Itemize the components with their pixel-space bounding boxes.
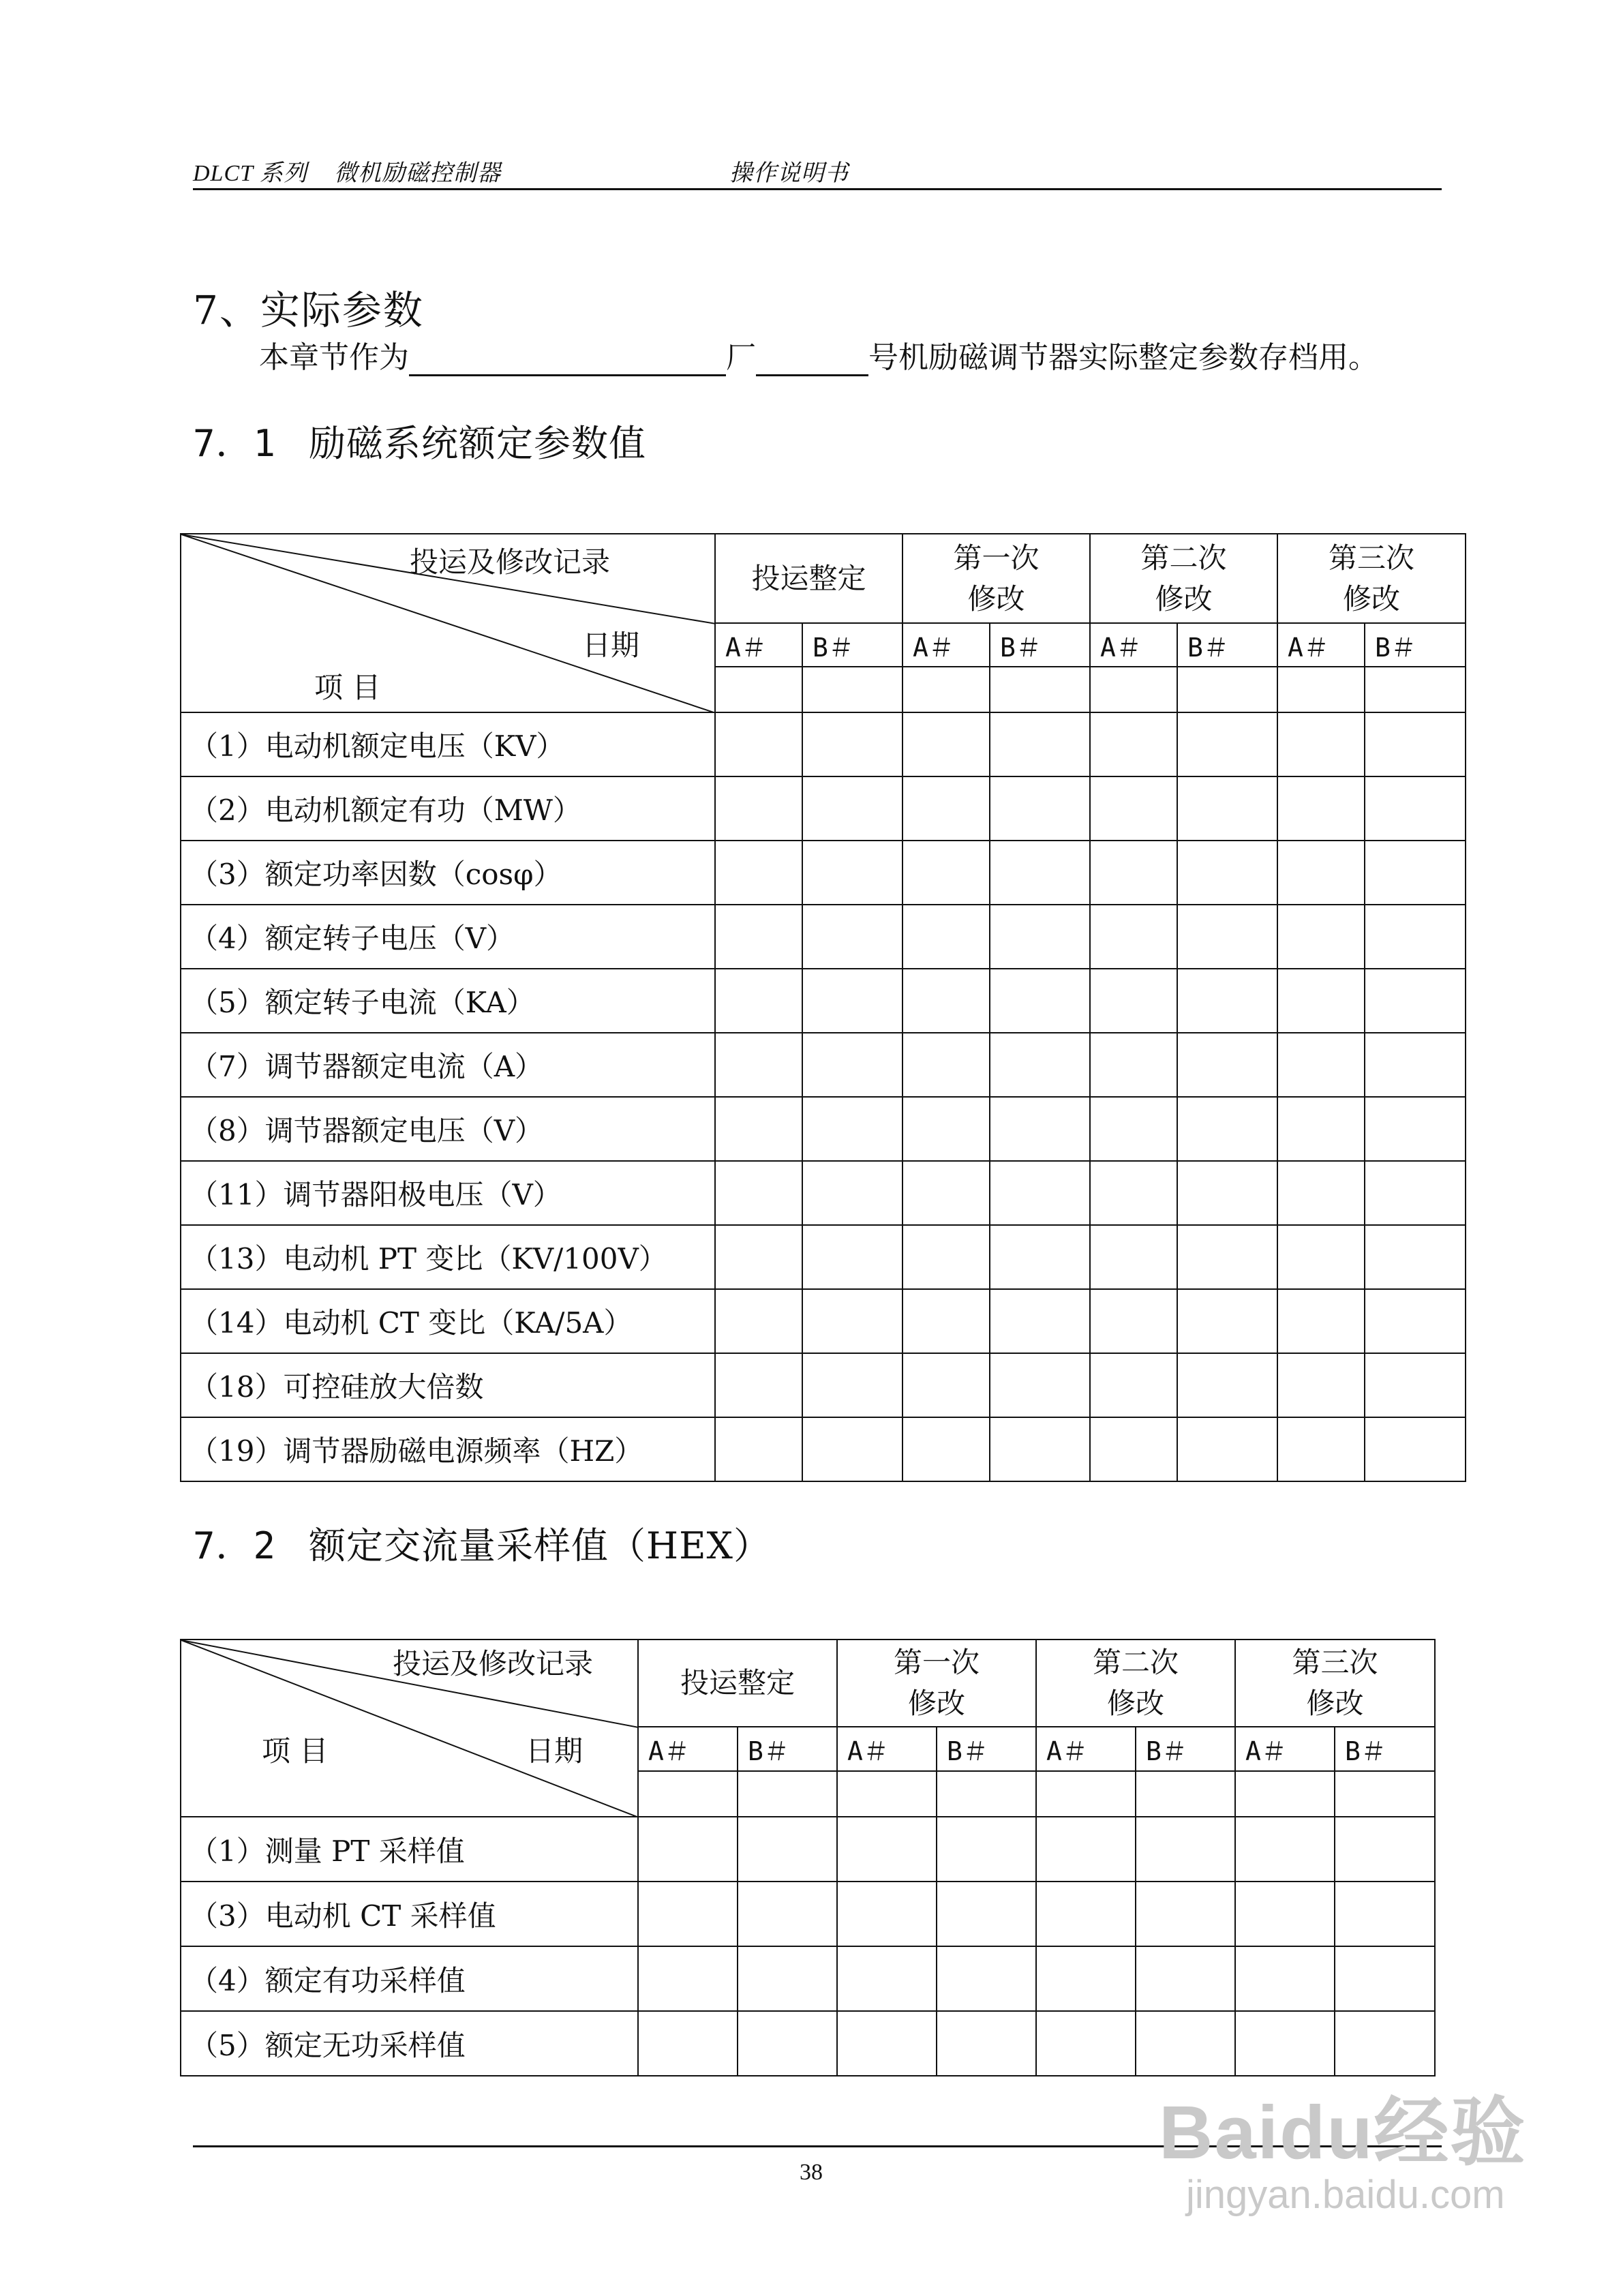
entry-cell bbox=[1136, 1946, 1235, 2011]
entry-cell bbox=[1177, 1417, 1277, 1481]
row-item-label: （18）可控硅放大倍数 bbox=[181, 1353, 715, 1417]
row-item-label: （3）电动机 CT 采样值 bbox=[181, 1882, 638, 1946]
entry-cell bbox=[1365, 712, 1466, 776]
entry-cell bbox=[715, 969, 802, 1033]
entry-cell bbox=[802, 1289, 902, 1353]
intro-factory: 厂 bbox=[726, 340, 756, 375]
table-row bbox=[181, 1817, 1435, 1882]
blank-cell bbox=[1036, 1771, 1136, 1817]
col-b-label: B＃ bbox=[1365, 623, 1466, 667]
header-doc-type: 操作说明书 bbox=[729, 161, 849, 186]
blank-cell bbox=[1335, 1771, 1435, 1817]
commission-header: 投运整定 bbox=[638, 1640, 837, 1727]
entry-cell bbox=[715, 1353, 802, 1417]
col-a-label: A＃ bbox=[638, 1727, 738, 1771]
entry-cell bbox=[638, 2011, 738, 2076]
entry-cell bbox=[1365, 1417, 1466, 1481]
subsection-heading-2 bbox=[193, 1517, 771, 1569]
entry-cell bbox=[638, 1946, 738, 2011]
entry-cell bbox=[1177, 841, 1277, 905]
row-item-label: （4）额定转子电压（V） bbox=[181, 905, 715, 969]
entry-cell bbox=[1136, 1817, 1235, 1882]
entry-cell bbox=[1177, 1353, 1277, 1417]
entry-cell bbox=[1365, 1225, 1466, 1289]
baidu-watermark bbox=[1159, 2072, 1527, 2218]
entry-cell bbox=[1177, 1033, 1277, 1097]
entry-cell bbox=[837, 2011, 937, 2076]
entry-cell bbox=[1090, 1289, 1177, 1353]
entry-cell bbox=[1235, 1882, 1335, 1946]
entry-cell bbox=[1036, 1882, 1136, 1946]
entry-cell bbox=[837, 1946, 937, 2011]
entry-cell bbox=[1136, 1882, 1235, 1946]
row-item-label: （1）测量 PT 采样值 bbox=[181, 1817, 638, 1882]
subsection-number-1: 7．1 bbox=[193, 422, 277, 465]
entry-cell bbox=[990, 905, 1090, 969]
blank-cell bbox=[1177, 667, 1277, 712]
table2-body bbox=[181, 1817, 1435, 2076]
entry-cell bbox=[1090, 1417, 1177, 1481]
ac-sampling-table bbox=[180, 1639, 1436, 2076]
row-item-label: （4）额定有功采样值 bbox=[181, 1946, 638, 2011]
item-label: 项 目 bbox=[314, 671, 381, 704]
col-a-label: A＃ bbox=[1036, 1727, 1136, 1771]
entry-cell bbox=[902, 1161, 990, 1225]
entry-cell bbox=[1036, 1946, 1136, 2011]
entry-cell bbox=[1277, 1033, 1365, 1097]
entry-cell bbox=[1177, 1161, 1277, 1225]
col-b-label: B＃ bbox=[1136, 1727, 1235, 1771]
row-item-label: （14）电动机 CT 变比（KA/5A） bbox=[181, 1289, 715, 1353]
entry-cell bbox=[1090, 1097, 1177, 1161]
entry-cell bbox=[1365, 1161, 1466, 1225]
entry-cell bbox=[1365, 1097, 1466, 1161]
entry-cell bbox=[1177, 776, 1277, 841]
table-row bbox=[181, 841, 1466, 905]
entry-cell bbox=[715, 1225, 802, 1289]
row-item-label: （7）调节器额定电流（A） bbox=[181, 1033, 715, 1097]
table-row bbox=[181, 2011, 1435, 2076]
entry-cell bbox=[990, 1353, 1090, 1417]
entry-cell bbox=[1277, 969, 1365, 1033]
entry-cell bbox=[1277, 712, 1365, 776]
col-a-label: A＃ bbox=[837, 1727, 937, 1771]
table-row bbox=[181, 1289, 1466, 1353]
entry-cell bbox=[715, 1289, 802, 1353]
item-label: 项 目 bbox=[262, 1734, 329, 1768]
entry-cell bbox=[990, 1033, 1090, 1097]
entry-cell bbox=[902, 1417, 990, 1481]
table2-corner-header bbox=[181, 1640, 638, 1817]
entry-cell bbox=[715, 1417, 802, 1481]
record-label: 投运及修改记录 bbox=[393, 1647, 594, 1680]
entry-cell bbox=[1177, 1289, 1277, 1353]
entry-cell bbox=[802, 712, 902, 776]
entry-cell bbox=[1090, 712, 1177, 776]
row-item-label: （11）调节器阳极电压（V） bbox=[181, 1161, 715, 1225]
entry-cell bbox=[1277, 841, 1365, 905]
entry-cell bbox=[990, 1225, 1090, 1289]
col-b-label: B＃ bbox=[1335, 1727, 1435, 1771]
entry-cell bbox=[1335, 2011, 1435, 2076]
entry-cell bbox=[1277, 1353, 1365, 1417]
watermark-brand: Baidu经验 bbox=[1159, 2091, 1527, 2175]
entry-cell bbox=[802, 1417, 902, 1481]
entry-cell bbox=[1235, 1946, 1335, 2011]
entry-cell bbox=[802, 776, 902, 841]
entry-cell bbox=[902, 1033, 990, 1097]
first-modify-header: 第一次 修改 bbox=[902, 534, 1090, 623]
table-row bbox=[181, 1417, 1466, 1481]
col-a-label: A＃ bbox=[1277, 623, 1365, 667]
entry-cell bbox=[1277, 905, 1365, 969]
entry-cell bbox=[802, 841, 902, 905]
blank-cell bbox=[1090, 667, 1177, 712]
row-item-label: （13）电动机 PT 变比（KV/100V） bbox=[181, 1225, 715, 1289]
blank-cell bbox=[1235, 1771, 1335, 1817]
entry-cell bbox=[902, 1225, 990, 1289]
entry-cell bbox=[1335, 1946, 1435, 2011]
blank-cell bbox=[802, 667, 902, 712]
col-b-label: B＃ bbox=[738, 1727, 837, 1771]
watermark-url: jingyan.baidu.com bbox=[1186, 2173, 1505, 2217]
section-title: 7、实际参数 bbox=[193, 287, 424, 333]
entry-cell bbox=[990, 841, 1090, 905]
col-a-label: A＃ bbox=[902, 623, 990, 667]
entry-cell bbox=[1090, 1225, 1177, 1289]
subsection-title-2: 额定交流量采样值（HEX） bbox=[309, 1524, 771, 1567]
entry-cell bbox=[990, 1417, 1090, 1481]
table-row bbox=[181, 905, 1466, 969]
entry-cell bbox=[638, 1817, 738, 1882]
entry-cell bbox=[715, 841, 802, 905]
entry-cell bbox=[715, 712, 802, 776]
entry-cell bbox=[638, 1882, 738, 1946]
blank-cell bbox=[1136, 1771, 1235, 1817]
entry-cell bbox=[1177, 1225, 1277, 1289]
entry-cell bbox=[1235, 2011, 1335, 2076]
blank-cell bbox=[937, 1771, 1036, 1817]
row-item-label: （5）额定无功采样值 bbox=[181, 2011, 638, 2076]
entry-cell bbox=[1277, 1417, 1365, 1481]
row-item-label: （8）调节器额定电压（V） bbox=[181, 1097, 715, 1161]
entry-cell bbox=[1136, 2011, 1235, 2076]
col-b-label: B＃ bbox=[990, 623, 1090, 667]
intro-suffix: 号机励磁调节器实际整定参数存档用。 bbox=[868, 340, 1378, 375]
entry-cell bbox=[937, 1817, 1036, 1882]
entry-cell bbox=[1177, 712, 1277, 776]
second-modify-header: 第二次 修改 bbox=[1090, 534, 1277, 623]
subsection-heading-1 bbox=[193, 414, 646, 467]
date-label: 日期 bbox=[526, 1734, 583, 1768]
entry-cell bbox=[937, 1882, 1036, 1946]
entry-cell bbox=[1365, 1353, 1466, 1417]
header-product: 微机励磁控制器 bbox=[334, 161, 501, 186]
third-modify-header: 第三次 修改 bbox=[1277, 534, 1466, 623]
entry-cell bbox=[902, 841, 990, 905]
col-a-label: A＃ bbox=[715, 623, 802, 667]
entry-cell bbox=[902, 905, 990, 969]
entry-cell bbox=[1277, 1289, 1365, 1353]
entry-cell bbox=[1365, 969, 1466, 1033]
entry-cell bbox=[715, 1033, 802, 1097]
record-label: 投运及修改记录 bbox=[410, 545, 611, 579]
subsection-number-2: 7．2 bbox=[193, 1524, 277, 1567]
entry-cell bbox=[1090, 1033, 1177, 1097]
row-item-label: （19）调节器励磁电源频率（HZ） bbox=[181, 1417, 715, 1481]
entry-cell bbox=[990, 712, 1090, 776]
row-item-label: （5）额定转子电流（KA） bbox=[181, 969, 715, 1033]
table-row bbox=[181, 712, 1466, 776]
header-rule bbox=[193, 188, 1442, 190]
entry-cell bbox=[738, 1817, 837, 1882]
table-row bbox=[181, 1161, 1466, 1225]
col-b-label: B＃ bbox=[802, 623, 902, 667]
entry-cell bbox=[715, 1097, 802, 1161]
table1-body bbox=[181, 712, 1466, 1481]
entry-cell bbox=[937, 2011, 1036, 2076]
page-number: 38 bbox=[800, 2160, 823, 2185]
entry-cell bbox=[1036, 1817, 1136, 1882]
table-row bbox=[181, 1097, 1466, 1161]
entry-cell bbox=[802, 1097, 902, 1161]
col-b-label: B＃ bbox=[937, 1727, 1036, 1771]
entry-cell bbox=[802, 1353, 902, 1417]
table-row bbox=[181, 1882, 1435, 1946]
table-row bbox=[181, 1033, 1466, 1097]
entry-cell bbox=[715, 1161, 802, 1225]
entry-cell bbox=[802, 1161, 902, 1225]
entry-cell bbox=[1277, 1097, 1365, 1161]
blank-cell bbox=[837, 1771, 937, 1817]
entry-cell bbox=[715, 905, 802, 969]
entry-cell bbox=[1277, 1225, 1365, 1289]
row-item-label: （2）电动机额定有功（MW） bbox=[181, 776, 715, 841]
col-a-label: A＃ bbox=[1090, 623, 1177, 667]
entry-cell bbox=[802, 905, 902, 969]
entry-cell bbox=[902, 1097, 990, 1161]
row-item-label: （3）额定功率因数（cosφ） bbox=[181, 841, 715, 905]
entry-cell bbox=[1090, 776, 1177, 841]
entry-cell bbox=[802, 969, 902, 1033]
entry-cell bbox=[837, 1882, 937, 1946]
factory-blank bbox=[409, 344, 726, 376]
entry-cell bbox=[1177, 1097, 1277, 1161]
blank-cell bbox=[1277, 667, 1365, 712]
unit-blank bbox=[756, 344, 868, 376]
header-series: DLCT 系列 bbox=[193, 161, 307, 186]
commission-header: 投运整定 bbox=[715, 534, 902, 623]
entry-cell bbox=[1177, 969, 1277, 1033]
intro-prefix: 本章节作为 bbox=[259, 340, 409, 375]
first-modify-header: 第一次 修改 bbox=[837, 1640, 1036, 1727]
entry-cell bbox=[802, 1225, 902, 1289]
entry-cell bbox=[902, 776, 990, 841]
entry-cell bbox=[937, 1946, 1036, 2011]
entry-cell bbox=[1090, 841, 1177, 905]
entry-cell bbox=[902, 1353, 990, 1417]
entry-cell bbox=[738, 1882, 837, 1946]
entry-cell bbox=[990, 1289, 1090, 1353]
blank-cell bbox=[738, 1771, 837, 1817]
table-row bbox=[181, 969, 1466, 1033]
entry-cell bbox=[990, 1161, 1090, 1225]
table-row bbox=[181, 776, 1466, 841]
third-modify-header: 第三次 修改 bbox=[1235, 1640, 1435, 1727]
entry-cell bbox=[990, 776, 1090, 841]
entry-cell bbox=[1365, 1289, 1466, 1353]
entry-cell bbox=[1036, 2011, 1136, 2076]
second-modify-header: 第二次 修改 bbox=[1036, 1640, 1235, 1727]
entry-cell bbox=[1277, 1161, 1365, 1225]
entry-cell bbox=[1335, 1882, 1435, 1946]
entry-cell bbox=[837, 1817, 937, 1882]
entry-cell bbox=[715, 776, 802, 841]
entry-cell bbox=[990, 969, 1090, 1033]
entry-cell bbox=[902, 712, 990, 776]
entry-cell bbox=[1365, 905, 1466, 969]
entry-cell bbox=[1090, 1353, 1177, 1417]
blank-cell bbox=[715, 667, 802, 712]
entry-cell bbox=[990, 1097, 1090, 1161]
table-row bbox=[181, 1353, 1466, 1417]
entry-cell bbox=[1277, 776, 1365, 841]
rated-parameters-table bbox=[180, 533, 1466, 1482]
entry-cell bbox=[1365, 841, 1466, 905]
section-intro bbox=[259, 333, 1378, 376]
entry-cell bbox=[1365, 1033, 1466, 1097]
entry-cell bbox=[902, 969, 990, 1033]
blank-cell bbox=[902, 667, 990, 712]
entry-cell bbox=[1090, 1161, 1177, 1225]
entry-cell bbox=[902, 1289, 990, 1353]
entry-cell bbox=[738, 1946, 837, 2011]
table-row bbox=[181, 1225, 1466, 1289]
entry-cell bbox=[802, 1033, 902, 1097]
entry-cell bbox=[1335, 1817, 1435, 1882]
entry-cell bbox=[1090, 905, 1177, 969]
table1-corner-header bbox=[181, 534, 715, 712]
blank-cell bbox=[1365, 667, 1466, 712]
entry-cell bbox=[738, 2011, 837, 2076]
date-label: 日期 bbox=[582, 629, 640, 662]
col-b-label: B＃ bbox=[1177, 623, 1277, 667]
subsection-title-1: 励磁系统额定参数值 bbox=[309, 422, 646, 465]
table-row bbox=[181, 1946, 1435, 2011]
entry-cell bbox=[1235, 1817, 1335, 1882]
entry-cell bbox=[1365, 776, 1466, 841]
blank-cell bbox=[638, 1771, 738, 1817]
row-item-label: （1）电动机额定电压（KV） bbox=[181, 712, 715, 776]
entry-cell bbox=[1177, 905, 1277, 969]
entry-cell bbox=[1090, 969, 1177, 1033]
col-a-label: A＃ bbox=[1235, 1727, 1335, 1771]
blank-cell bbox=[990, 667, 1090, 712]
